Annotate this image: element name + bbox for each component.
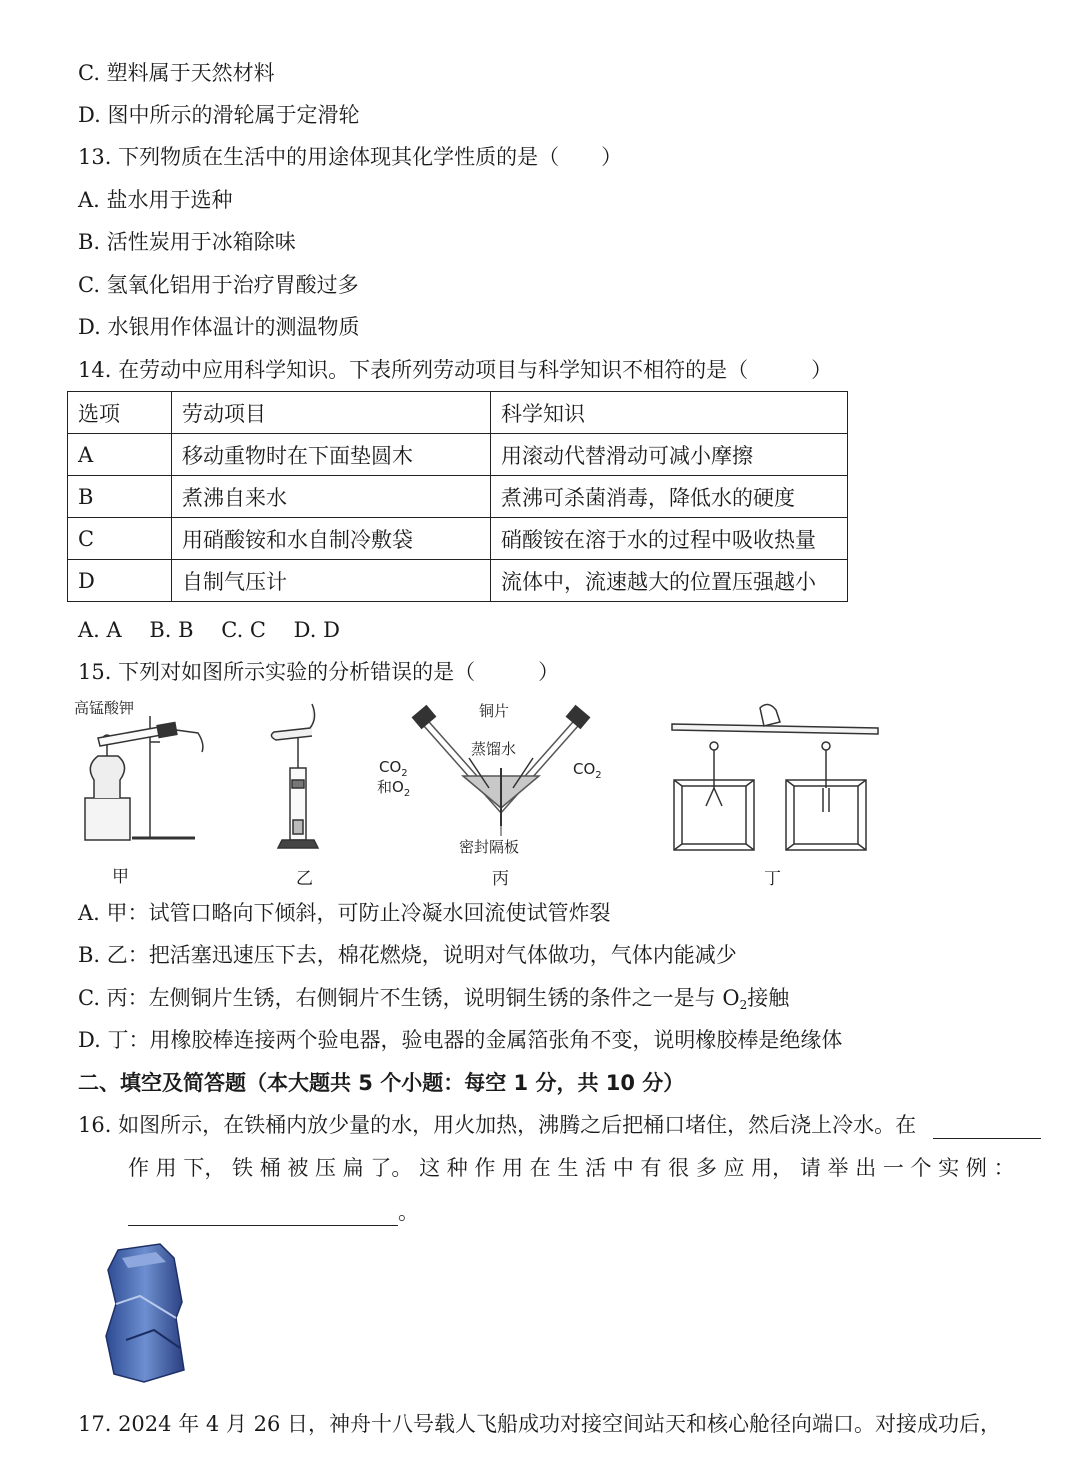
svg-text:CO2: [573, 760, 602, 781]
answer-blank-2[interactable]: [128, 1203, 398, 1226]
figure-label-water: 蒸馏水: [471, 740, 517, 758]
figure-label-o2-sub: 2: [403, 788, 411, 799]
table-row: [68, 560, 848, 602]
svg-text:CO2: [379, 758, 408, 779]
table-cell: 用硝酸铵和水自制冷敷袋: [172, 518, 491, 560]
answer-blank-1[interactable]: [933, 1116, 1041, 1139]
q13-stem: 13. 下列物质在生活中的用途体现其化学性质的是（ ）: [78, 145, 623, 169]
table-cell: 用滚动代替滑动可减小摩擦: [491, 434, 848, 476]
table-header-row: [68, 392, 848, 434]
table-cell: A: [68, 434, 172, 476]
figure-label-co2-left-sub: 2: [401, 768, 408, 779]
q17-line1: 17. 2024 年 4 月 26 日，神舟十八号载人飞船成功对接空间站天和核心舱径向端口。对接成功后，: [78, 1412, 1001, 1436]
crushed-bucket-image: [100, 1240, 190, 1385]
q15-option-a: A. 甲：试管口略向下倾斜，可防止冷凝水回流使试管炸裂: [78, 901, 611, 925]
q16-line2: 作 用 下， 铁 桶 被 压 扁 了。 这 种 作 用 在 生 活 中 有 很 多 应 用， 请 举 出 一 个 实 例 ：: [128, 1156, 1015, 1180]
table-cell: 煮沸自来水: [172, 476, 491, 518]
figure-label-co2-right: CO: [573, 760, 596, 778]
figure-bing-copper-experiment: [373, 698, 623, 858]
figure-label-co2-right-sub: 2: [595, 770, 602, 781]
table-cell: 移动重物时在下面垫圆木: [172, 434, 491, 476]
q15-stem: 15. 下列对如图所示实验的分析错误的是（ ）: [78, 660, 560, 684]
q13-option-b: B. 活性炭用于冰箱除味: [78, 230, 296, 254]
table-cell: C: [68, 518, 172, 560]
q12-option-d: D. 图中所示的滑轮属于定滑轮: [78, 103, 360, 127]
q16-text-1: 16. 如图所示，在铁桶内放少量的水，用火加热，沸腾之后把桶口堵住，然后浇上冷水。在: [78, 1113, 917, 1137]
table-header-cell: 选项: [68, 392, 172, 434]
figure-label-and-o2: 和O: [377, 778, 404, 796]
table-cell: 煮沸可杀菌消毒，降低水的硬度: [491, 476, 848, 518]
figure-label-kmno4: 高锰酸钾: [74, 700, 135, 717]
q14-options: A. A B. B C. C D. D: [78, 618, 340, 642]
figure-label-jia: 甲: [112, 867, 129, 887]
q15-option-c: [78, 984, 789, 1019]
figure-yi-piston-apparatus: [262, 700, 342, 855]
figure-label-co2-left: CO: [379, 758, 402, 776]
q14-stem: 14. 在劳动中应用科学知识。下表所列劳动项目与科学知识不相符的是（ ）: [78, 358, 833, 382]
q16-line1: [78, 1111, 1041, 1139]
q15-option-c-text: C. 丙：左侧铜片生锈，右侧铜片不生锈，说明铜生锈的条件之一是与 O: [78, 986, 740, 1010]
table-row: [68, 476, 848, 518]
figure-label-bing: 丙: [492, 869, 509, 889]
q16-line3: [128, 1198, 419, 1226]
q15-option-b: B. 乙：把活塞迅速压下去，棉花燃烧，说明对气体做功，气体内能减少: [78, 943, 737, 967]
table-row: [68, 518, 848, 560]
table-cell: B: [68, 476, 172, 518]
table-cell: 硝酸铵在溶于水的过程中吸收热量: [491, 518, 848, 560]
figure-jia-heating-apparatus: [70, 700, 220, 845]
q14-table: [67, 391, 848, 602]
table-cell: D: [68, 560, 172, 602]
svg-text:和O2: [377, 778, 410, 799]
q15-option-d: D. 丁：用橡胶棒连接两个验电器，验电器的金属箔张角不变，说明橡胶棒是绝缘体: [78, 1028, 843, 1052]
q15-option-c-end: 接触: [747, 986, 790, 1010]
q16-end: 。: [398, 1200, 419, 1224]
figure-label-ding: 丁: [764, 869, 781, 889]
figure-label-seal: 密封隔板: [459, 838, 520, 856]
figure-label-copper: 铜片: [479, 702, 510, 720]
figure-label-yi: 乙: [296, 869, 313, 889]
q13-option-a: A. 盐水用于选种: [78, 188, 233, 212]
table-cell: 流体中，流速越大的位置压强越小: [491, 560, 848, 602]
table-row: [68, 434, 848, 476]
table-cell: 自制气压计: [172, 560, 491, 602]
q12-option-c: C. 塑料属于天然材料: [78, 61, 275, 85]
section-title: 二、填空及简答题（本大题共 5 个小题：每空 1 分，共 10 分）: [78, 1071, 685, 1095]
table-header-cell: 劳动项目: [172, 392, 491, 434]
q13-option-d: D. 水银用作体温计的测温物质: [78, 315, 360, 339]
q13-option-c: C. 氢氧化铝用于治疗胃酸过多: [78, 273, 359, 297]
figure-ding-electroscopes: [668, 700, 883, 860]
q15-option-c-subscript: 2: [739, 998, 748, 1012]
table-header-cell: 科学知识: [491, 392, 848, 434]
